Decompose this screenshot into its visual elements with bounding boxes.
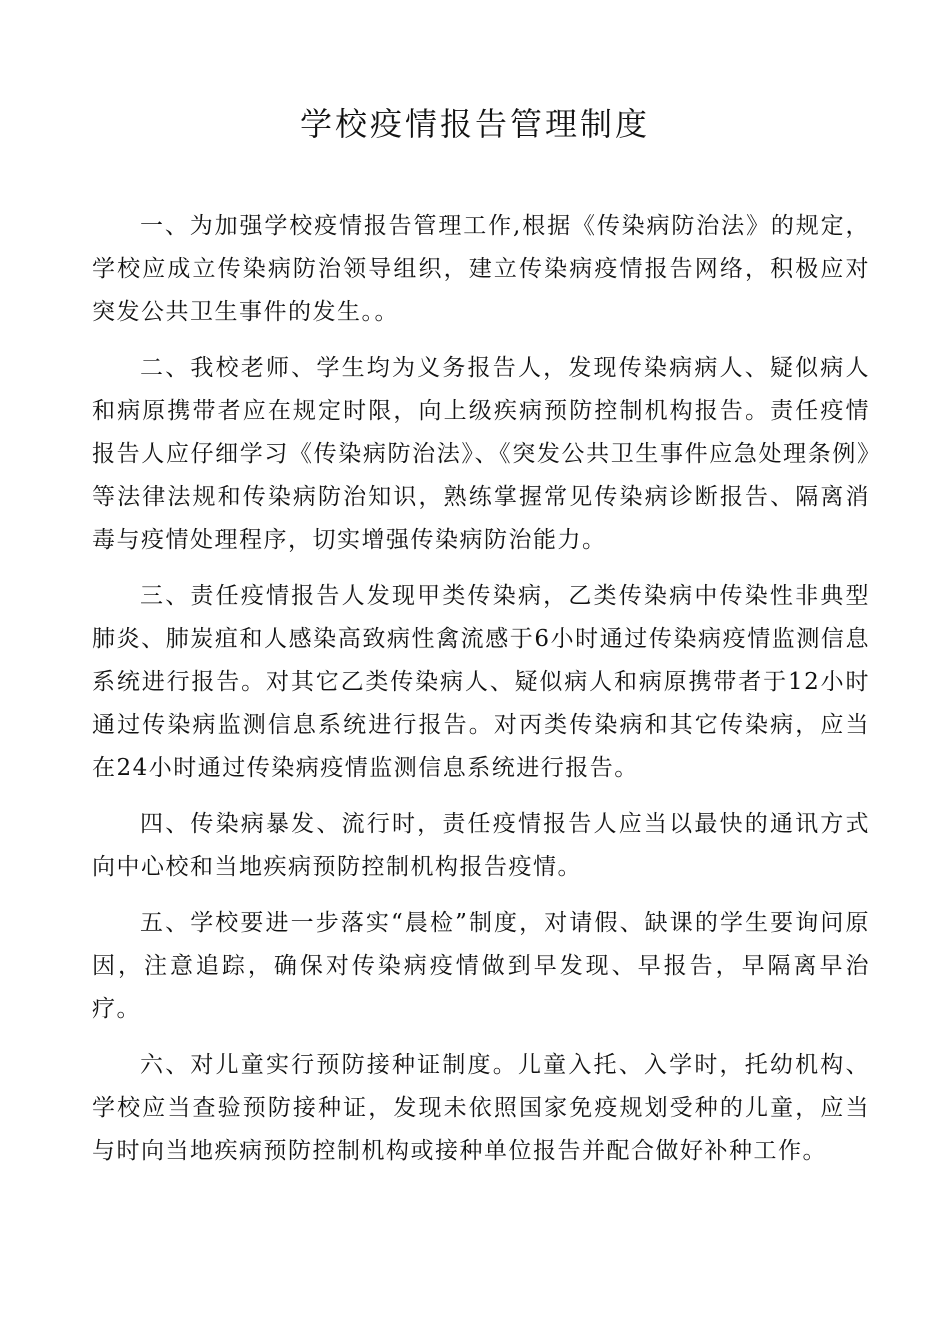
page-title: 学校疫情报告管理制度 [299,105,650,143]
paragraph-5: 五、学校要进一步落实“晨检”制度，对请假、缺课的学生要询问原因，注意追踪，确保对传染病疫情做到早发现、早报告，早隔离早治疗。 [92,910,870,1022]
paragraph-1: 一、为加强学校疫情报告管理工作,根据《传染病防治法》的规定，学校应成立传染病防治领导组织，建立传染病疫情报告网络，积极应对突发公共卫生事件的发生。。 [92,213,870,325]
paragraph-4: 四、传染病暴发、流行时，责任疫情报告人应当以最快的通讯方式向中心校和当地疾病预防控制机构报告疫情。 [92,811,870,880]
paragraph-3: 三、责任疫情报告人发现甲类传染病，乙类传染病中传染性非典型肺炎、肺炭疽和人感染高致病性禽流感于6小时通过传染病疫情监测信息系统进行报告。对其它乙类传染病人、疑似病人和病原携带者于12小时通过传染病监测信息系统进行报告。对丙类传染病和其它传染病，应当在24小时通过传染病疫情监测信息系统进行报告。 [92,583,870,781]
paragraph-6: 六、对儿童实行预防接种证制度。儿童入托、入学时，托幼机构、学校应当查验预防接种证，发现未依照国家免疫规划受种的儿童，应当与时向当地疾病预防控制机构或接种单位报告并配合做好补种工作。 [92,1052,870,1164]
paragraph-2: 二、我校老师、学生均为义务报告人，发现传染病病人、疑似病人和病原携带者应在规定时限，向上级疾病预防控制机构报告。责任疫情报告人应仔细学习《传染病防治法》、《突发公共卫生事件应急处理条例》等法律法规和传染病防治知识，熟练掌握常见传染病诊断报告、隔离消毒与疫情处理程序，切实增强传染病防治能力。 [92,355,870,553]
document-body [92,205,870,1173]
